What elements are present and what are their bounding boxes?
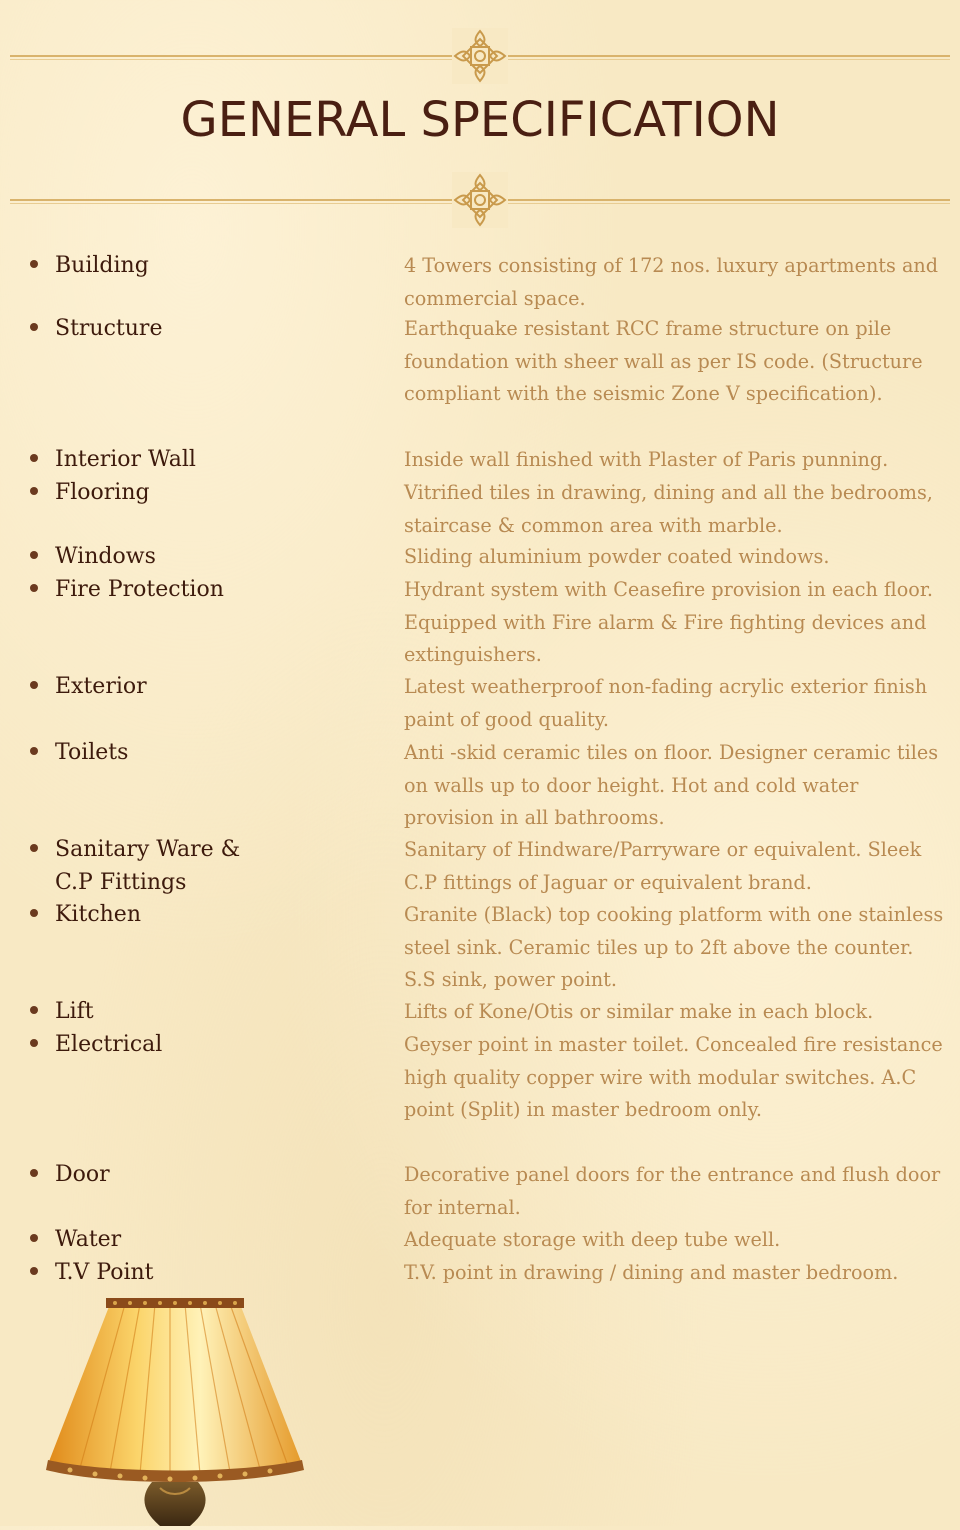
spec-label: Electrical — [55, 1032, 163, 1057]
table-lamp-icon — [40, 1296, 320, 1526]
spec-label: Toilets — [55, 740, 129, 765]
bullet-icon — [30, 844, 38, 852]
spec-value: 4 Towers consisting of 172 nos. luxury apartments and commercial space. — [404, 254, 939, 310]
spec-value: Inside wall finished with Plaster of Paris punning. — [404, 448, 889, 471]
spec-label: Door — [55, 1162, 110, 1187]
bullet-icon — [30, 584, 38, 592]
spec-label: Building — [55, 253, 149, 278]
bullet-icon — [30, 747, 38, 755]
spec-value: Anti -skid ceramic tiles on floor. Designer ceramic tiles on walls up to door height. Hot and cold water provision in all bathrooms. — [404, 741, 939, 829]
spec-label: Structure — [55, 316, 163, 341]
spec-label: Fire Protection — [55, 577, 224, 602]
spec-value: Hydrant system with Ceasefire provision in each floor. Equipped with Fire alarm & Fire fighting devices and extinguishers. — [404, 578, 933, 666]
spec-label: Interior Wall — [55, 447, 196, 472]
title-divider — [10, 170, 950, 230]
spec-value: Latest weatherproof non-fading acrylic exterior finish paint of good quality. — [404, 675, 928, 731]
spec-value: T.V. point in drawing / dining and master bedroom. — [404, 1261, 899, 1284]
bullet-icon — [30, 323, 38, 331]
top-divider — [10, 26, 950, 86]
spec-label: Water — [55, 1227, 122, 1252]
floral-ornament-icon — [452, 28, 508, 84]
bullet-icon — [30, 260, 38, 268]
page-title: GENERAL SPECIFICATION — [180, 92, 780, 148]
spec-value: Earthquake resistant RCC frame structure on pile foundation with sheer wall as per IS code. (Structure compliant with the seismic Zone V specification). — [404, 317, 923, 405]
spec-label: Exterior — [55, 674, 147, 699]
bullet-icon — [30, 1169, 38, 1177]
bullet-icon — [30, 487, 38, 495]
spec-value: Sliding aluminium powder coated windows. — [404, 545, 830, 568]
spec-label: Lift — [55, 999, 94, 1024]
spec-value: Granite (Black) top cooking platform with one stainless steel sink. Ceramic tiles up to 2ft above the counter. S.S sink, power point. — [404, 903, 944, 991]
spec-value: Lifts of Kone/Otis or similar make in each block. — [404, 1000, 874, 1023]
spec-value: Sanitary of Hindware/Parryware or equivalent. Sleek C.P fittings of Jaguar or equivalent brand. — [404, 838, 922, 894]
spec-label: Kitchen — [55, 902, 141, 927]
bullet-icon — [30, 454, 38, 462]
bullet-icon — [30, 1039, 38, 1047]
spec-label: Windows — [55, 544, 156, 569]
bullet-icon — [30, 551, 38, 559]
spec-value: Geyser point in master toilet. Concealed fire resistance high quality copper wire with modular switches. A.C point (Split) in master bedroom only. — [404, 1033, 943, 1121]
bullet-icon — [30, 1234, 38, 1242]
spec-label: T.V Point — [55, 1260, 154, 1285]
spec-label: Flooring — [55, 480, 150, 505]
spec-value: Vitrified tiles in drawing, dining and all the bedrooms, staircase & common area with marble. — [404, 481, 933, 537]
spec-value: Decorative panel doors for the entrance and flush door for internal. — [404, 1163, 941, 1219]
bullet-icon — [30, 909, 38, 917]
floral-ornament-icon — [452, 172, 508, 228]
spec-value: Adequate storage with deep tube well. — [404, 1228, 781, 1251]
bullet-icon — [30, 681, 38, 689]
spec-label: Sanitary Ware & C.P Fittings — [55, 837, 241, 895]
bullet-icon — [30, 1006, 38, 1014]
bullet-icon — [30, 1267, 38, 1275]
